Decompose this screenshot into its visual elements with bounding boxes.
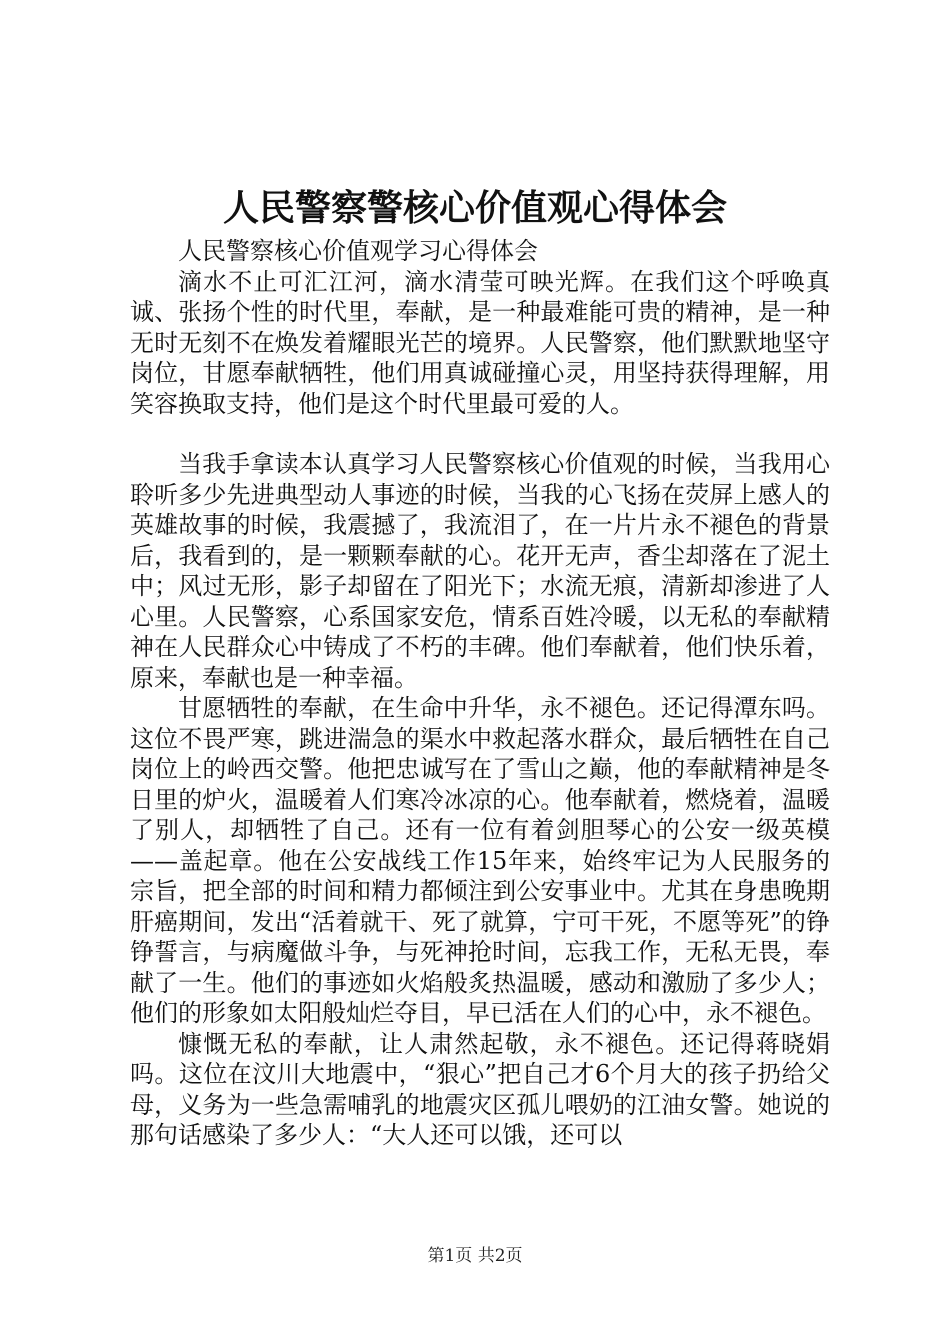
paragraph-1: 滴水不止可汇江河，滴水清莹可映光辉。在我们这个呼唤真诚、张扬个性的时代里，奉献，是一种最难能可贵的精神，是一种无时无刻不在焕发着耀眼光芒的境界。人民警察，他们默默地坚守岗位，甘愿奉献牺牲，他们用真诚碰撞心灵，用坚持获得理解，用笑容换取支持，他们是这个时代里最可爱的人。: [130, 267, 830, 418]
paragraph-4: 慷慨无私的奉献，让人肃然起敬，永不褪色。还记得蒋晓娟吗。这位在汶川大地震中，“狠心”把自己才6个月大的孩子扔给父母，义务为一些急需哺乳的地震灾区孤儿喂奶的江油女警。她说的那句话感染了多少人：“大人还可以饿，还可以: [130, 1029, 830, 1149]
document-body: [130, 236, 830, 1151]
paragraph-gap: [130, 419, 830, 449]
paragraph-2: 当我手拿读本认真学习人民警察核心价值观的时候，当我用心聆听多少先进典型动人事迹的时候，当我的心飞扬在荧屏上感人的英雄故事的时候，我震撼了，我流泪了，在一片片永不褪色的背景后，我看到的，是一颗颗奉献的心。花开无声，香尘却落在了泥土中；风过无形，影子却留在了阳光下；水流无痕，清新却渗进了人心里。人民警察，心系国家安危，情系百姓冷暖，以无私的奉献精神在人民群众心中铸成了不朽的丰碑。他们奉献着，他们快乐着，原来，奉献也是一种幸福。: [130, 450, 830, 692]
paragraph-3: 甘愿牺牲的奉献，在生命中升华，永不褪色。还记得潭东吗。这位不畏严寒，跳进湍急的渠水中救起落水群众，最后牺牲在自己岗位上的岭西交警。他把忠诚写在了雪山之巅，他的奉献精神是冬日里的炉火，温暖着人们寒冷冰凉的心。他奉献着，燃烧着，温暖了别人，却牺牲了自己。还有一位有着剑胆琴心的公安一级英模——盖起章。他在公安战线工作15年来，始终牢记为人民服务的宗旨，把全部的时间和精力都倾注到公安事业中。尤其在身患晚期肝癌期间，发出“活着就干、死了就算，宁可干死，不愿等死”的铮铮誓言，与病魔做斗争，与死神抢时间，忘我工作，无私无畏，奉献了一生。他们的事迹如火焰般炙热温暖，感动和激励了多少人；他们的形象如太阳般灿烂夺目，早已活在人们的心中，永不褪色。: [130, 694, 830, 1027]
page-footer: 第1页 共2页: [427, 1246, 523, 1266]
document-title: 人民警察警核心价值观心得体会: [222, 187, 727, 229]
document-subtitle: 人民警察核心价值观学习心得体会: [178, 237, 538, 265]
